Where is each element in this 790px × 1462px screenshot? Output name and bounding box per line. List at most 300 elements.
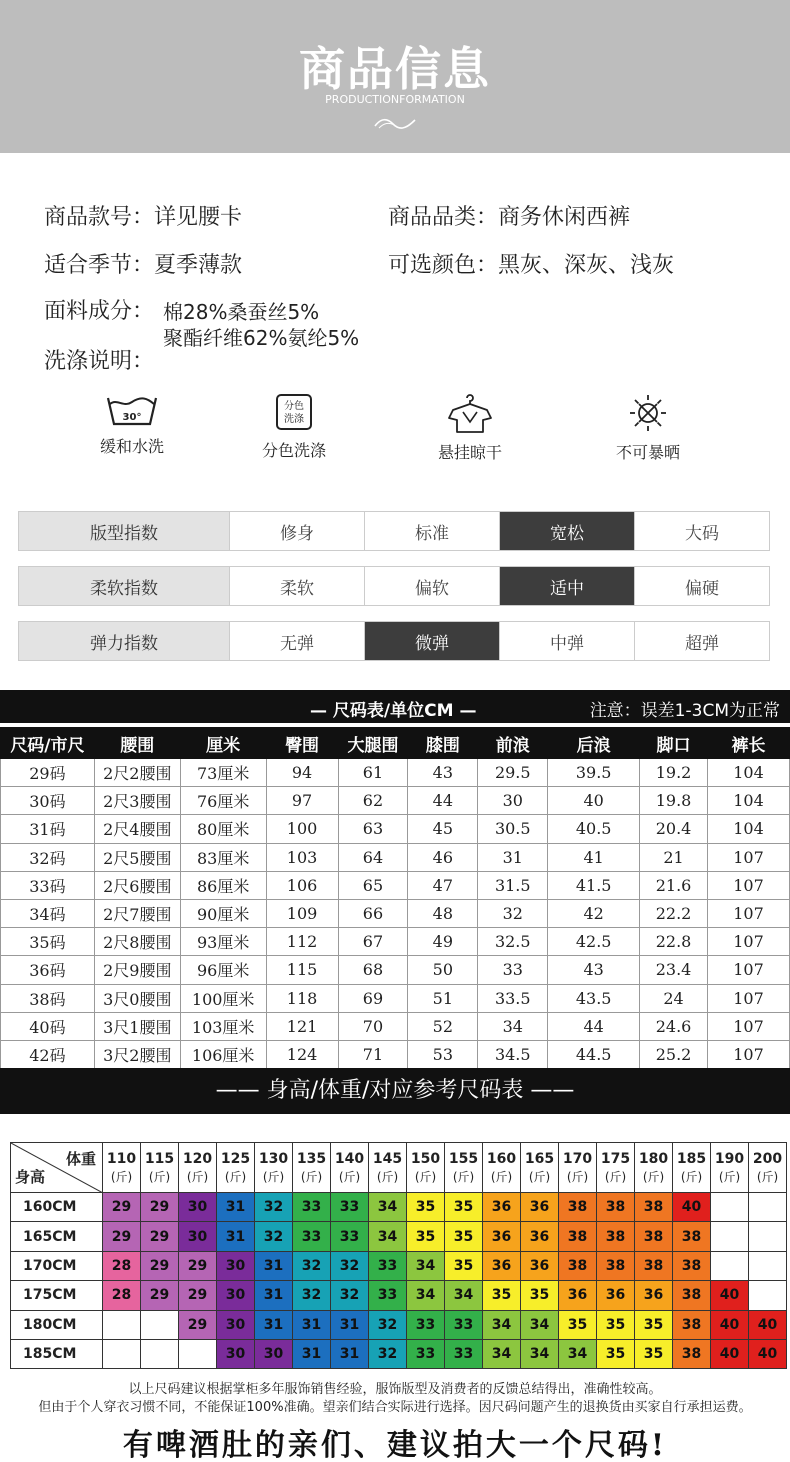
table-cell: 107 bbox=[708, 984, 790, 1012]
size-table-column-header: 脚口 bbox=[640, 728, 708, 759]
table-cell: 124 bbox=[266, 1040, 338, 1068]
hw-size-cell: 34 bbox=[369, 1193, 407, 1222]
hw-size-cell: 33 bbox=[331, 1222, 369, 1251]
table-cell: 45 bbox=[408, 815, 478, 843]
table-cell: 35码 bbox=[1, 928, 95, 956]
hw-size-cell: 34 bbox=[521, 1310, 559, 1339]
hw-size-cell: 33 bbox=[445, 1310, 483, 1339]
size-table-column-header: 裤长 bbox=[708, 728, 790, 759]
hw-weight-header: 170 (斤) bbox=[559, 1143, 597, 1193]
table-cell: 40.5 bbox=[548, 815, 640, 843]
size-table-column-header: 臀围 bbox=[266, 728, 338, 759]
hw-size-cell: 34 bbox=[445, 1281, 483, 1310]
wash-item-hang bbox=[400, 392, 540, 463]
hw-size-cell: 29 bbox=[179, 1310, 217, 1339]
table-cell: 31码 bbox=[1, 815, 95, 843]
available-colors: 可选颜色：黑灰、深灰、浅灰 bbox=[388, 253, 675, 278]
table-cell: 93厘米 bbox=[180, 928, 266, 956]
table-cell: 107 bbox=[708, 956, 790, 984]
index-option-selected: 宽松 bbox=[499, 512, 634, 550]
svg-text:30°: 30° bbox=[122, 412, 142, 423]
table-cell: 2尺7腰围 bbox=[94, 899, 180, 927]
size-table-header-bar bbox=[0, 690, 790, 723]
hw-size-cell: 34 bbox=[369, 1222, 407, 1251]
table-cell: 41 bbox=[548, 843, 640, 871]
hw-weight-header: 160 (斤) bbox=[483, 1143, 521, 1193]
table-cell: 31.5 bbox=[478, 871, 548, 899]
hw-size-cell: 40 bbox=[711, 1281, 749, 1310]
hw-size-cell: 31 bbox=[255, 1310, 293, 1339]
hw-height-label: 175CM bbox=[11, 1281, 103, 1310]
index-option: 超弹 bbox=[634, 622, 769, 660]
hw-size-cell: 36 bbox=[521, 1251, 559, 1280]
size-table-column-header: 前浪 bbox=[478, 728, 548, 759]
hw-size-cell: 34 bbox=[483, 1310, 521, 1339]
table-cell: 42码 bbox=[1, 1040, 95, 1068]
table-cell: 107 bbox=[708, 871, 790, 899]
table-cell: 68 bbox=[338, 956, 408, 984]
hw-weight-header: 150 (斤) bbox=[407, 1143, 445, 1193]
hw-weight-header: 200 (斤) bbox=[749, 1143, 787, 1193]
table-cell: 76厘米 bbox=[180, 787, 266, 815]
hw-size-cell: 30 bbox=[255, 1339, 293, 1368]
index-option: 无弹 bbox=[229, 622, 364, 660]
hw-size-cell: 35 bbox=[597, 1310, 635, 1339]
table-cell: 100 bbox=[266, 815, 338, 843]
table-cell: 19.8 bbox=[640, 787, 708, 815]
hw-size-cell: 38 bbox=[635, 1251, 673, 1280]
size-table-column-header: 大腿围 bbox=[338, 728, 408, 759]
table-cell: 44 bbox=[408, 787, 478, 815]
table-cell: 107 bbox=[708, 843, 790, 871]
page-title: 商品信息 bbox=[299, 42, 491, 96]
hw-weight-header: 120 (斤) bbox=[179, 1143, 217, 1193]
hw-size-cell: 34 bbox=[483, 1339, 521, 1368]
table-cell: 71 bbox=[338, 1040, 408, 1068]
table-cell: 22.2 bbox=[640, 899, 708, 927]
table-cell: 36码 bbox=[1, 956, 95, 984]
table-cell: 42.5 bbox=[548, 928, 640, 956]
hw-size-cell: 35 bbox=[445, 1222, 483, 1251]
hw-weight-header: 125 (斤) bbox=[217, 1143, 255, 1193]
table-cell: 90厘米 bbox=[180, 899, 266, 927]
hw-size-cell: 38 bbox=[597, 1251, 635, 1280]
footer-highlight: 有啤酒肚的亲们、建议拍大一个尺码! bbox=[122, 1428, 668, 1462]
separate-wash-icon bbox=[274, 392, 314, 432]
hw-size-cell: 30 bbox=[217, 1251, 255, 1280]
hw-size-cell: 38 bbox=[673, 1222, 711, 1251]
table-cell: 40码 bbox=[1, 1012, 95, 1040]
hw-size-cell: 38 bbox=[635, 1222, 673, 1251]
hw-height-label: 180CM bbox=[11, 1310, 103, 1339]
table-cell: 30 bbox=[478, 787, 548, 815]
hw-weight-header: 185 (斤) bbox=[673, 1143, 711, 1193]
table-cell: 63 bbox=[338, 815, 408, 843]
table-row bbox=[11, 1251, 787, 1280]
hw-size-cell: 31 bbox=[293, 1310, 331, 1339]
table-cell: 33码 bbox=[1, 871, 95, 899]
hw-size-cell: 40 bbox=[711, 1310, 749, 1339]
table-cell: 29.5 bbox=[478, 759, 548, 787]
table-cell: 38码 bbox=[1, 984, 95, 1012]
hw-size-cell: 29 bbox=[141, 1222, 179, 1251]
index-option: 柔软 bbox=[229, 567, 364, 605]
hw-size-cell: 30 bbox=[217, 1339, 255, 1368]
table-cell: 109 bbox=[266, 899, 338, 927]
table-cell: 107 bbox=[708, 899, 790, 927]
hw-size-cell: 38 bbox=[597, 1193, 635, 1222]
table-row bbox=[11, 1281, 787, 1310]
table-cell: 24 bbox=[640, 984, 708, 1012]
table-cell: 107 bbox=[708, 1012, 790, 1040]
hw-size-cell: 33 bbox=[369, 1281, 407, 1310]
hw-size-cell: 29 bbox=[103, 1222, 141, 1251]
hw-size-cell: 38 bbox=[635, 1193, 673, 1222]
product-category: 商品品类：商务休闲西裤 bbox=[388, 205, 631, 230]
table-row bbox=[11, 1339, 787, 1368]
height-weight-table bbox=[10, 1142, 787, 1369]
hw-height-label: 170CM bbox=[11, 1251, 103, 1280]
table-cell: 106 bbox=[266, 871, 338, 899]
hw-size-cell: 30 bbox=[217, 1310, 255, 1339]
table-cell: 33.5 bbox=[478, 984, 548, 1012]
page-subtitle: PRODUCTIONFORMATION bbox=[325, 93, 465, 106]
table-cell: 40 bbox=[548, 787, 640, 815]
hw-size-cell: 32 bbox=[331, 1281, 369, 1310]
hw-size-cell: 29 bbox=[141, 1281, 179, 1310]
hw-size-cell: 35 bbox=[407, 1222, 445, 1251]
hw-size-cell: 33 bbox=[407, 1310, 445, 1339]
table-cell: 44 bbox=[548, 1012, 640, 1040]
table-cell: 104 bbox=[708, 815, 790, 843]
table-cell: 43.5 bbox=[548, 984, 640, 1012]
hw-size-cell: 40 bbox=[711, 1339, 749, 1368]
table-cell: 32.5 bbox=[478, 928, 548, 956]
table-row bbox=[1, 1040, 790, 1068]
table-cell: 66 bbox=[338, 899, 408, 927]
hw-size-cell: 29 bbox=[141, 1251, 179, 1280]
hw-height-label: 160CM bbox=[11, 1193, 103, 1222]
table-cell: 2尺2腰围 bbox=[94, 759, 180, 787]
table-row bbox=[1, 984, 790, 1012]
size-table-column-header: 厘米 bbox=[180, 728, 266, 759]
table-cell: 2尺8腰围 bbox=[94, 928, 180, 956]
table-cell: 30.5 bbox=[478, 815, 548, 843]
fabric-line-2: 聚酯纤维62%氨纶5% bbox=[163, 326, 360, 350]
table-cell: 104 bbox=[708, 787, 790, 815]
hw-size-cell bbox=[749, 1281, 787, 1310]
table-cell: 86厘米 bbox=[180, 871, 266, 899]
hw-size-cell: 29 bbox=[141, 1193, 179, 1222]
hw-size-cell: 34 bbox=[407, 1281, 445, 1310]
wash-item-separate bbox=[224, 392, 364, 461]
hw-weight-header: 155 (斤) bbox=[445, 1143, 483, 1193]
table-row bbox=[1, 759, 790, 787]
table-cell: 67 bbox=[338, 928, 408, 956]
table-cell: 2尺3腰围 bbox=[94, 787, 180, 815]
table-row bbox=[11, 1193, 787, 1222]
hw-weight-header: 145 (斤) bbox=[369, 1143, 407, 1193]
table-cell: 2尺4腰围 bbox=[94, 815, 180, 843]
hw-size-cell bbox=[141, 1310, 179, 1339]
table-cell: 31 bbox=[478, 843, 548, 871]
no-sun-icon bbox=[626, 392, 670, 434]
hw-size-cell: 33 bbox=[407, 1339, 445, 1368]
hw-size-cell bbox=[179, 1339, 217, 1368]
table-cell: 2尺5腰围 bbox=[94, 843, 180, 871]
hw-weight-header: 130 (斤) bbox=[255, 1143, 293, 1193]
table-cell: 70 bbox=[338, 1012, 408, 1040]
hw-size-cell: 33 bbox=[331, 1193, 369, 1222]
hw-size-cell: 36 bbox=[483, 1251, 521, 1280]
hw-size-cell: 35 bbox=[445, 1193, 483, 1222]
hw-size-cell: 31 bbox=[331, 1339, 369, 1368]
footer-note-2: 但由于个人穿衣习惯不同，不能保证100%准确。望亲们结合实际进行选择。因尺码问题产生的退换货由买家自行承担运费。 bbox=[38, 1400, 752, 1415]
table-cell: 2尺9腰围 bbox=[94, 956, 180, 984]
size-table-column-header: 后浪 bbox=[548, 728, 640, 759]
hw-corner-cell bbox=[11, 1143, 103, 1193]
index-row-label: 柔软指数 bbox=[19, 567, 229, 605]
table-cell: 94 bbox=[266, 759, 338, 787]
index-row bbox=[18, 511, 770, 551]
table-cell: 33 bbox=[478, 956, 548, 984]
hw-size-cell: 30 bbox=[179, 1222, 217, 1251]
index-option: 修身 bbox=[229, 512, 364, 550]
index-option: 偏软 bbox=[364, 567, 499, 605]
hw-size-cell: 36 bbox=[597, 1281, 635, 1310]
hw-size-cell: 35 bbox=[483, 1281, 521, 1310]
table-cell: 118 bbox=[266, 984, 338, 1012]
index-option: 中弹 bbox=[499, 622, 634, 660]
table-cell: 53 bbox=[408, 1040, 478, 1068]
hw-size-cell: 35 bbox=[635, 1310, 673, 1339]
hw-size-cell bbox=[711, 1193, 749, 1222]
table-cell: 34.5 bbox=[478, 1040, 548, 1068]
table-cell: 22.8 bbox=[640, 928, 708, 956]
size-table-note: 注意：误差1-3CM为正常 bbox=[589, 701, 780, 721]
hw-height-label: 165CM bbox=[11, 1222, 103, 1251]
table-cell: 51 bbox=[408, 984, 478, 1012]
corner-height-label: 身高 bbox=[15, 1168, 46, 1186]
table-cell: 43 bbox=[408, 759, 478, 787]
hw-size-cell: 32 bbox=[293, 1251, 331, 1280]
table-cell: 46 bbox=[408, 843, 478, 871]
table-cell: 41.5 bbox=[548, 871, 640, 899]
hw-size-cell bbox=[711, 1251, 749, 1280]
index-row bbox=[18, 621, 770, 661]
table-row bbox=[1, 871, 790, 899]
hw-size-cell: 33 bbox=[293, 1193, 331, 1222]
table-cell: 104 bbox=[708, 759, 790, 787]
table-cell: 47 bbox=[408, 871, 478, 899]
table-cell: 106厘米 bbox=[180, 1040, 266, 1068]
table-cell: 3尺2腰围 bbox=[94, 1040, 180, 1068]
svg-text:洗涤: 洗涤 bbox=[284, 414, 304, 425]
table-row bbox=[11, 1310, 787, 1339]
size-table-column-header: 膝围 bbox=[408, 728, 478, 759]
table-cell: 121 bbox=[266, 1012, 338, 1040]
index-option-selected: 适中 bbox=[499, 567, 634, 605]
hw-size-cell: 38 bbox=[559, 1222, 597, 1251]
hw-weight-header: 115 (斤) bbox=[141, 1143, 179, 1193]
hw-size-cell: 28 bbox=[103, 1281, 141, 1310]
hw-size-cell: 35 bbox=[635, 1339, 673, 1368]
size-table-title: — 尺码表/单位CM — bbox=[310, 701, 477, 721]
hw-size-cell: 30 bbox=[179, 1193, 217, 1222]
table-cell: 52 bbox=[408, 1012, 478, 1040]
table-cell: 24.6 bbox=[640, 1012, 708, 1040]
size-table-column-header: 尺码/市尺 bbox=[1, 728, 95, 759]
hw-size-cell: 36 bbox=[559, 1281, 597, 1310]
hw-size-cell: 35 bbox=[445, 1251, 483, 1280]
style-number: 商品款号：详见腰卡 bbox=[44, 205, 243, 230]
table-cell: 97 bbox=[266, 787, 338, 815]
footer-note-1: 以上尺码建议根据掌柜多年服饰销售经验，服饰版型及消费者的反馈总结得出，准确性较高。 bbox=[128, 1382, 662, 1397]
fabric-label: 面料成分： bbox=[44, 299, 155, 324]
table-cell: 23.4 bbox=[640, 956, 708, 984]
table-cell: 83厘米 bbox=[180, 843, 266, 871]
hw-weight-header: 175 (斤) bbox=[597, 1143, 635, 1193]
table-cell: 64 bbox=[338, 843, 408, 871]
wash-label-separate: 分色洗涤 bbox=[261, 441, 326, 460]
hw-size-cell: 40 bbox=[749, 1339, 787, 1368]
header-banner bbox=[0, 0, 790, 153]
hw-size-cell bbox=[103, 1310, 141, 1339]
table-cell: 32码 bbox=[1, 843, 95, 871]
table-cell: 3尺1腰围 bbox=[94, 1012, 180, 1040]
index-option: 大码 bbox=[634, 512, 769, 550]
hw-size-cell: 36 bbox=[483, 1222, 521, 1251]
hw-size-cell: 40 bbox=[673, 1193, 711, 1222]
table-cell: 2尺6腰围 bbox=[94, 871, 180, 899]
hw-size-cell: 38 bbox=[597, 1222, 635, 1251]
hw-size-cell: 35 bbox=[407, 1193, 445, 1222]
size-table bbox=[0, 727, 790, 1069]
hw-table-title: —— 身高/体重/对应参考尺码表 —— bbox=[0, 1068, 790, 1114]
wash-label-gentle: 缓和水洗 bbox=[99, 437, 164, 456]
hw-size-cell: 35 bbox=[559, 1310, 597, 1339]
hw-size-cell: 32 bbox=[293, 1281, 331, 1310]
hw-size-cell: 29 bbox=[179, 1251, 217, 1280]
hw-size-cell: 32 bbox=[255, 1222, 293, 1251]
hw-weight-header: 135 (斤) bbox=[293, 1143, 331, 1193]
table-cell: 21.6 bbox=[640, 871, 708, 899]
table-cell: 21 bbox=[640, 843, 708, 871]
index-row-label: 弹力指数 bbox=[19, 622, 229, 660]
hw-size-cell: 31 bbox=[255, 1251, 293, 1280]
hw-size-cell bbox=[103, 1339, 141, 1368]
wash-item-gentle bbox=[62, 392, 202, 457]
hw-size-cell: 33 bbox=[369, 1251, 407, 1280]
hw-size-cell: 31 bbox=[255, 1281, 293, 1310]
table-cell: 107 bbox=[708, 1040, 790, 1068]
table-cell: 44.5 bbox=[548, 1040, 640, 1068]
wash-label-nosun: 不可暴晒 bbox=[615, 443, 680, 462]
hw-size-cell: 38 bbox=[673, 1251, 711, 1280]
hw-size-cell: 34 bbox=[407, 1251, 445, 1280]
hw-size-cell: 31 bbox=[217, 1222, 255, 1251]
table-cell: 107 bbox=[708, 928, 790, 956]
hw-weight-header: 190 (斤) bbox=[711, 1143, 749, 1193]
table-cell: 73厘米 bbox=[180, 759, 266, 787]
table-cell: 49 bbox=[408, 928, 478, 956]
hw-size-cell bbox=[141, 1339, 179, 1368]
hw-size-cell: 38 bbox=[673, 1339, 711, 1368]
hw-size-cell: 32 bbox=[369, 1310, 407, 1339]
hw-height-label: 185CM bbox=[11, 1339, 103, 1368]
hw-size-cell: 32 bbox=[331, 1251, 369, 1280]
hw-weight-header: 140 (斤) bbox=[331, 1143, 369, 1193]
table-row bbox=[1, 1012, 790, 1040]
hw-size-cell: 40 bbox=[749, 1310, 787, 1339]
table-cell: 61 bbox=[338, 759, 408, 787]
table-cell: 112 bbox=[266, 928, 338, 956]
index-option: 偏硬 bbox=[634, 567, 769, 605]
hw-size-cell: 36 bbox=[521, 1222, 559, 1251]
table-cell: 62 bbox=[338, 787, 408, 815]
table-cell: 34 bbox=[478, 1012, 548, 1040]
wave-ornament-icon bbox=[373, 116, 417, 130]
hw-size-cell: 34 bbox=[559, 1339, 597, 1368]
hw-size-cell: 33 bbox=[293, 1222, 331, 1251]
hw-size-cell: 34 bbox=[521, 1339, 559, 1368]
wash-label-hang: 悬挂晾干 bbox=[437, 443, 502, 462]
hw-size-cell: 29 bbox=[179, 1281, 217, 1310]
table-row bbox=[1, 899, 790, 927]
hw-size-cell: 32 bbox=[255, 1193, 293, 1222]
hw-size-cell: 35 bbox=[521, 1281, 559, 1310]
hw-size-cell: 38 bbox=[559, 1193, 597, 1222]
hw-size-cell: 38 bbox=[559, 1251, 597, 1280]
wash-item-nosun bbox=[578, 392, 718, 463]
table-cell: 80厘米 bbox=[180, 815, 266, 843]
hw-size-cell: 38 bbox=[673, 1310, 711, 1339]
table-cell: 42 bbox=[548, 899, 640, 927]
table-cell: 30码 bbox=[1, 787, 95, 815]
table-cell: 34码 bbox=[1, 899, 95, 927]
table-cell: 100厘米 bbox=[180, 984, 266, 1012]
table-cell: 48 bbox=[408, 899, 478, 927]
table-cell: 50 bbox=[408, 956, 478, 984]
table-row bbox=[1, 787, 790, 815]
table-row bbox=[11, 1222, 787, 1251]
hw-size-cell: 33 bbox=[445, 1339, 483, 1368]
table-cell: 3尺0腰围 bbox=[94, 984, 180, 1012]
index-row bbox=[18, 566, 770, 606]
table-cell: 20.4 bbox=[640, 815, 708, 843]
table-cell: 103 bbox=[266, 843, 338, 871]
season: 适合季节：夏季薄款 bbox=[44, 253, 243, 278]
hw-size-cell: 36 bbox=[483, 1193, 521, 1222]
table-cell: 19.2 bbox=[640, 759, 708, 787]
table-row bbox=[1, 843, 790, 871]
hw-size-cell: 31 bbox=[217, 1193, 255, 1222]
table-cell: 39.5 bbox=[548, 759, 640, 787]
table-cell: 25.2 bbox=[640, 1040, 708, 1068]
index-row-label: 版型指数 bbox=[19, 512, 229, 550]
table-cell: 65 bbox=[338, 871, 408, 899]
hw-size-cell: 31 bbox=[293, 1339, 331, 1368]
table-row bbox=[1, 928, 790, 956]
table-cell: 115 bbox=[266, 956, 338, 984]
hw-weight-header: 165 (斤) bbox=[521, 1143, 559, 1193]
wash-label: 洗涤说明： bbox=[44, 349, 155, 374]
wash-30-icon bbox=[105, 392, 159, 428]
hw-size-cell: 36 bbox=[635, 1281, 673, 1310]
hw-size-cell: 35 bbox=[597, 1339, 635, 1368]
corner-weight-label: 体重 bbox=[65, 1150, 96, 1168]
svg-text:分色: 分色 bbox=[284, 401, 304, 412]
